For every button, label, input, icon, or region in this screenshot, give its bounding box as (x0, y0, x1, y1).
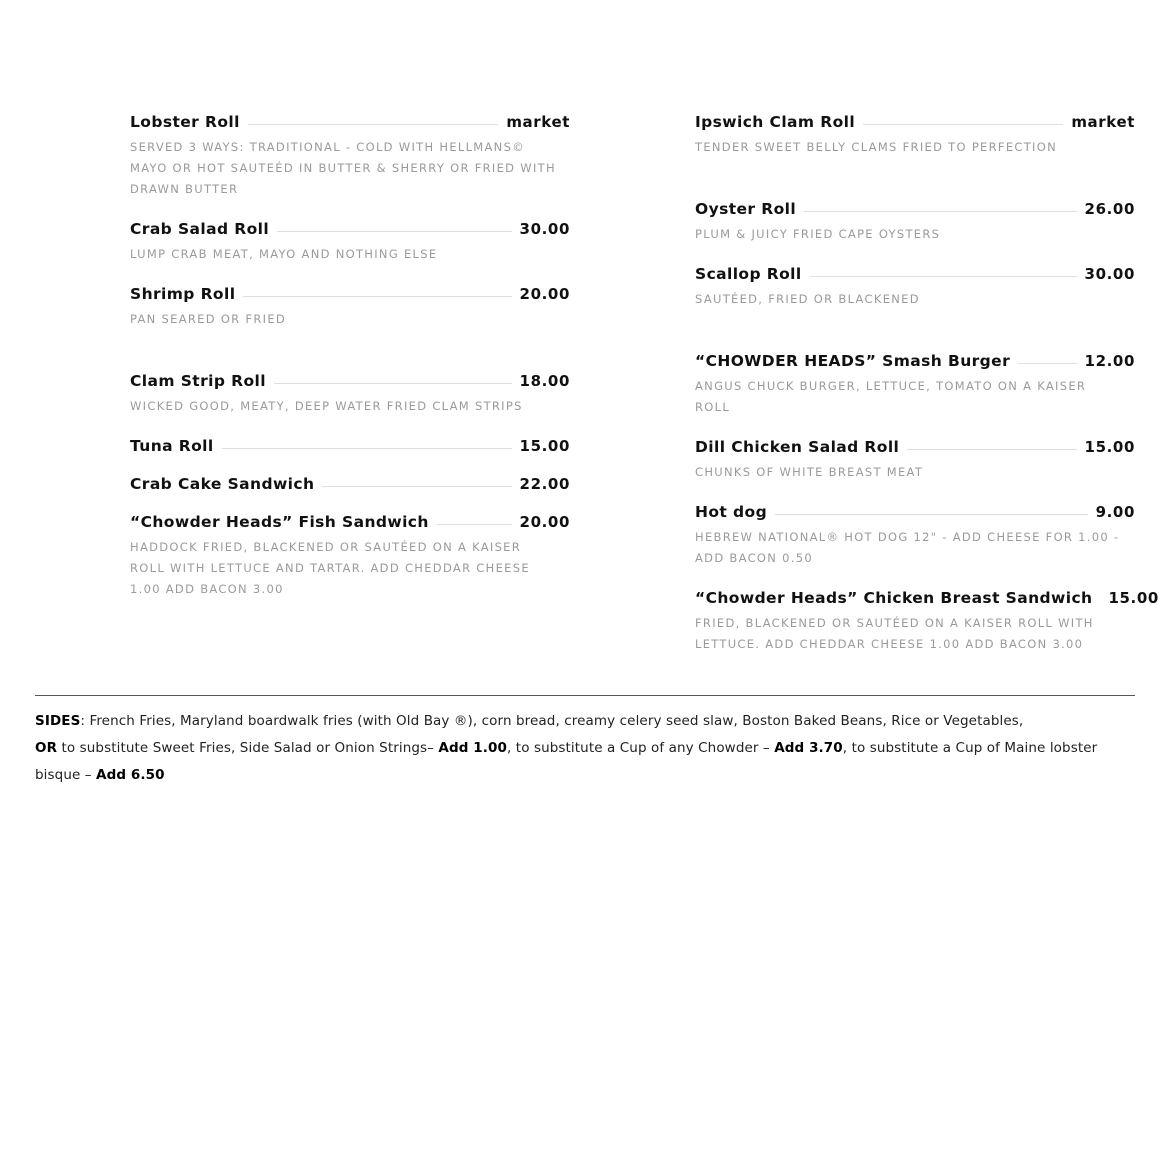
item-name: “Chowder Heads” Chicken Breast Sandwich (695, 589, 1093, 607)
leader-line (277, 230, 511, 232)
item-description: PLUM & JUICY FRIED CAPE OYSTERS (695, 227, 941, 241)
item-price: 12.00 (1084, 352, 1135, 370)
leader-line (437, 523, 512, 525)
item-name: Shrimp Roll (130, 285, 236, 303)
leader-line (863, 123, 1063, 125)
or-label: OR (35, 740, 58, 756)
item-name: Scallop Roll (695, 265, 802, 283)
sides-line (35, 708, 1135, 735)
add-price: Add 3.70 (774, 740, 843, 756)
leader-line (274, 382, 512, 384)
item-price: 30.00 (519, 220, 570, 238)
menu-item (130, 113, 570, 200)
item-description: TENDER SWEET BELLY CLAMS FRIED TO PERFECTION (695, 140, 1057, 154)
item-description: CHUNKS OF WHITE BREAST MEAT (695, 465, 924, 479)
menu-item (695, 438, 1135, 483)
item-name: “CHOWDER HEADS” Smash Burger (695, 352, 1011, 370)
item-price: 15.00 (1084, 438, 1135, 456)
item-price: market (506, 113, 570, 131)
menu-item (695, 113, 1135, 158)
sides-text: : French Fries, Maryland boardwalk fries (with Old Bay ®), corn bread, creamy celery seed slaw, Boston Baked Beans, Rice or Vegetables, (80, 713, 1024, 729)
item-name: Ipswich Clam Roll (695, 113, 856, 131)
substitutes-line (35, 735, 1135, 789)
leader-line (804, 210, 1076, 212)
item-name: Crab Cake Sandwich (130, 475, 315, 493)
item-description: SAUTÉED, FRIED OR BLACKENED (695, 292, 920, 306)
item-price: 22.00 (519, 475, 570, 493)
item-name: Dill Chicken Salad Roll (695, 438, 900, 456)
item-price: 30.00 (1084, 265, 1135, 283)
substitute-text: , to substitute a Cup of Maine lobster bisque – (35, 740, 1098, 783)
menu-item (695, 200, 1135, 245)
leader-line (907, 448, 1076, 450)
add-price: Add 6.50 (96, 767, 165, 783)
item-price: 18.00 (519, 372, 570, 390)
item-price: market (1071, 113, 1135, 131)
menu-item (130, 475, 570, 493)
item-description: FRIED, BLACKENED OR SAUTÉED ON A KAISER ROLL WITH LETTUCE. ADD CHEDDAR CHEESE 1.00 ADD BACON 3.00 (695, 616, 1094, 651)
item-description: ANGUS CHUCK BURGER, LETTUCE, TOMATO ON A KAISER ROLL (695, 379, 1087, 414)
section-divider (35, 695, 1135, 696)
menu-item (695, 265, 1135, 310)
menu-item (130, 285, 570, 330)
leader-line (243, 295, 511, 297)
item-name: Tuna Roll (130, 437, 214, 455)
add-price: Add 1.00 (438, 740, 508, 756)
menu-column-left (130, 113, 570, 620)
item-name: Crab Salad Roll (130, 220, 270, 238)
leader-line (322, 485, 511, 487)
item-description: HEBREW NATIONAL® HOT DOG 12" - ADD CHEESE FOR 1.00 - ADD BACON 0.50 (695, 530, 1120, 565)
menu-item (130, 437, 570, 455)
sides-label: SIDES (35, 713, 81, 729)
item-description: PAN SEARED OR FRIED (130, 312, 287, 326)
item-price: 15.00 (519, 437, 570, 455)
substitute-text: to substitute Sweet Fries, Side Salad or Onion Strings– (57, 740, 439, 756)
item-description: LUMP CRAB MEAT, MAYO AND NOTHING ELSE (130, 247, 438, 261)
menu-item (130, 513, 570, 600)
item-price: 9.00 (1095, 503, 1135, 521)
substitute-text: , to substitute a Cup of any Chowder – (507, 740, 775, 756)
item-price: 20.00 (519, 513, 570, 531)
item-price: 20.00 (519, 285, 570, 303)
leader-line (810, 275, 1077, 277)
menu-item (695, 352, 1135, 418)
item-description: SERVED 3 WAYS: TRADITIONAL - COLD WITH HELLMANS© MAYO OR HOT SAUTEÉD IN BUTTER & SHERRY OR FRIED WITH DRAWN BUTTER (130, 140, 556, 196)
menu-item (130, 372, 570, 417)
item-name: “Chowder Heads” Fish Sandwich (130, 513, 429, 531)
leader-line (1018, 362, 1076, 364)
item-name: Lobster Roll (130, 113, 240, 131)
item-price: 26.00 (1084, 200, 1135, 218)
menu-item (695, 503, 1135, 569)
item-name: Hot dog (695, 503, 768, 521)
menu-item (695, 589, 1159, 655)
item-description: HADDOCK FRIED, BLACKENED OR SAUTÉED ON A KAISER ROLL WITH LETTUCE AND TARTAR. ADD CHEDDAR CHEESE 1.00 ADD BACON 3.00 (130, 540, 530, 596)
item-description: WICKED GOOD, MEATY, DEEP WATER FRIED CLAM STRIPS (130, 399, 523, 413)
item-price: 15.00 (1108, 589, 1159, 607)
leader-line (248, 123, 499, 125)
item-name: Clam Strip Roll (130, 372, 266, 390)
leader-line (222, 447, 512, 449)
menu-column-right (695, 113, 1159, 675)
leader-line (775, 513, 1088, 515)
sides-note (35, 708, 1135, 789)
menu-item (130, 220, 570, 265)
item-name: Oyster Roll (695, 200, 797, 218)
